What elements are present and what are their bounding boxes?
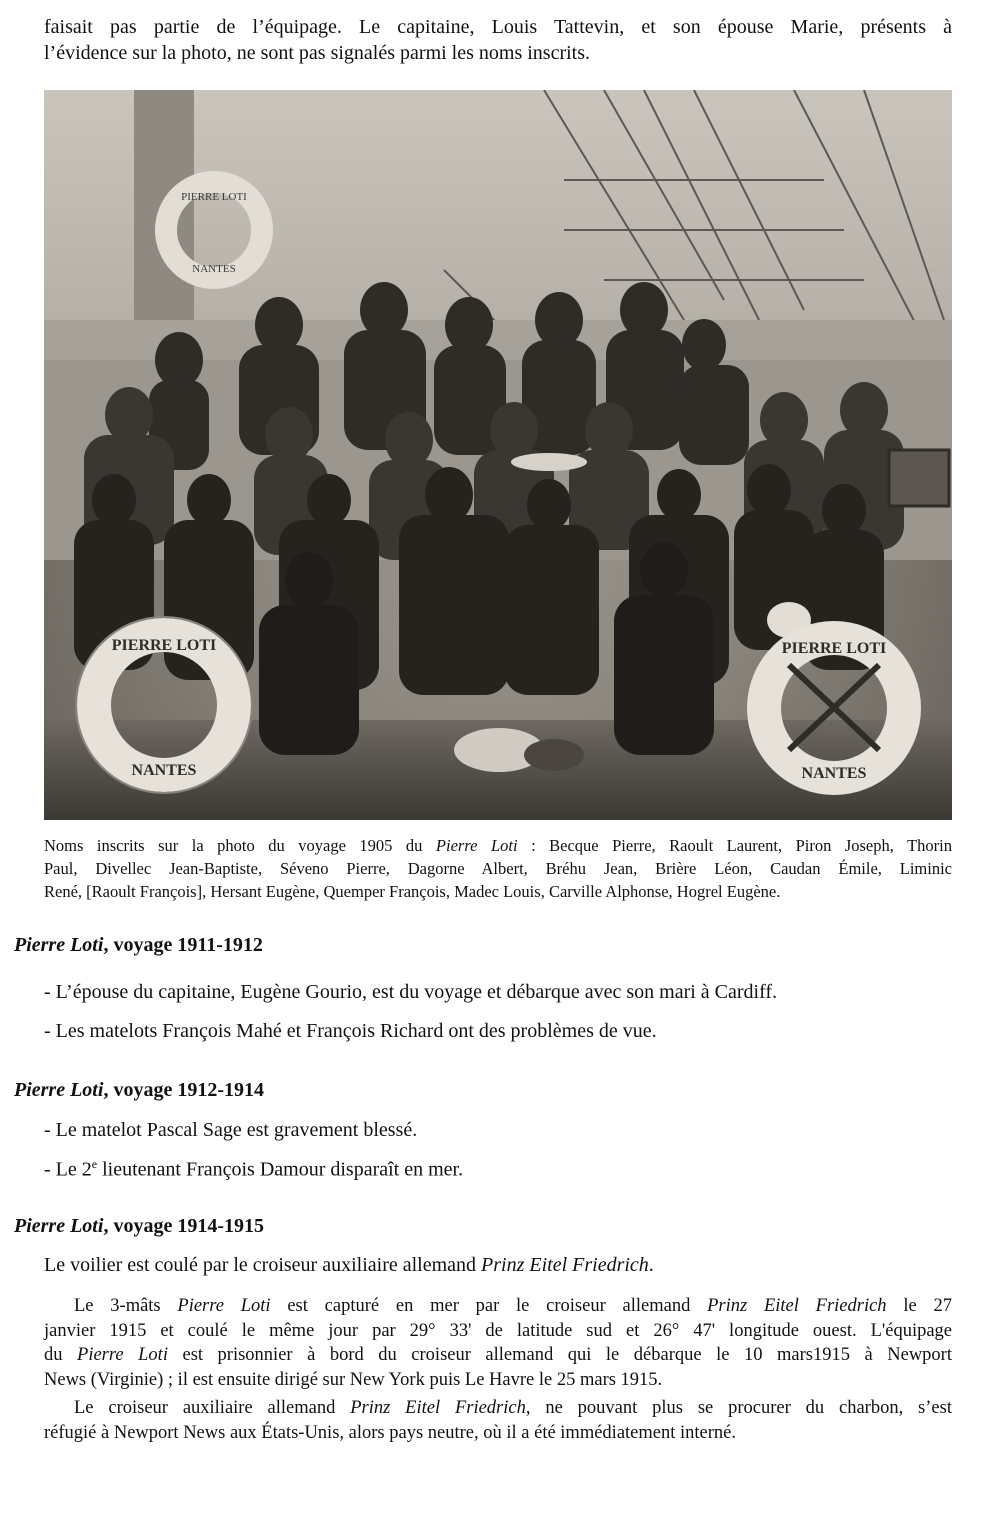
lifebuoy-front-left bbox=[76, 617, 252, 793]
bullet-1912-2-sup: e bbox=[91, 1157, 98, 1171]
para2-ship: Prinz Eitel Friedrich bbox=[350, 1398, 526, 1418]
lifebuoy-back-top-text: PIERRE LOTI bbox=[181, 191, 247, 203]
bullet-1911-1: - L’épouse du capitaine, Eugène Gourio, est du voyage et débarque avec son mari à Cardiff. bbox=[44, 981, 778, 1003]
section-1912-title: , voyage 1912-1914 bbox=[103, 1079, 264, 1101]
para2-a1: Le croiseur auxiliaire allemand bbox=[74, 1398, 351, 1418]
crew-photograph bbox=[44, 90, 952, 820]
lead-pre: Le voilier est coulé par le croiseur auxiliaire allemand bbox=[44, 1254, 482, 1276]
section-1911-title: , voyage 1911-1912 bbox=[103, 934, 263, 956]
second-bird bbox=[524, 739, 584, 771]
intro-paragraph bbox=[44, 14, 952, 66]
crew-photo-illustration bbox=[44, 90, 952, 820]
para2-a2: , ne pouvant plus se procurer du charbon, s’est bbox=[525, 1398, 952, 1418]
para1-line-4: News (Virginie) ; il est ensuite dirigé sur New York puis Le Havre le 25 mars 1915. bbox=[44, 1369, 663, 1390]
caption-prefix: Noms inscrits sur la photo du voyage 1905 du bbox=[44, 836, 436, 855]
section-heading-1912 bbox=[14, 1079, 264, 1102]
section-1914-title: , voyage 1914-1915 bbox=[103, 1215, 264, 1237]
bullet-1912-2-post: lieutenant François Damour disparaît en mer. bbox=[97, 1158, 464, 1181]
photo-caption bbox=[44, 834, 952, 903]
woman-hat bbox=[511, 453, 587, 471]
para1-c-ship: Pierre Loti bbox=[77, 1345, 168, 1365]
lifebuoy-left-bottom-text: NANTES bbox=[131, 762, 197, 779]
caption-names-1: : Becque Pierre, Raoult Laurent, Piron Joseph, Thorin bbox=[517, 836, 952, 855]
para1-c2: est prisonnier à bord du croiseur allemand qui le débarque le 10 mars1915 à Newport bbox=[167, 1345, 952, 1365]
section-heading-1911 bbox=[14, 934, 263, 957]
section-heading-1914 bbox=[14, 1215, 264, 1238]
intro-line-1: faisait pas partie de l’équipage. Le capitaine, Louis Tattevin, et son épouse Marie, présents à bbox=[44, 16, 952, 38]
bullet-1912-2-pre: - Le 2 bbox=[44, 1158, 92, 1181]
para1-line-1 bbox=[44, 1294, 952, 1319]
para1-line-2: janvier 1915 et coulé le même jour par 29° 33' de latitude sud et 26° 47' longitude ouest. L'équipage bbox=[44, 1320, 952, 1341]
lifebuoy-right-bottom-text: NANTES bbox=[801, 765, 867, 782]
section-1912-ship: Pierre Loti bbox=[14, 1079, 104, 1101]
para1-a1: Le 3-mâts bbox=[74, 1296, 178, 1316]
section-1911-ship: Pierre Loti bbox=[14, 934, 104, 956]
bullet-1912-2 bbox=[44, 1157, 463, 1182]
para1-line-3 bbox=[44, 1343, 952, 1368]
paragraph-internment bbox=[44, 1396, 952, 1445]
caption-line-3: René, [Raoult François], Hersant Eugène, Quemper François, Madec Louis, Carville Alphonse, Hogrel Eugène. bbox=[44, 882, 781, 901]
para2-line-1 bbox=[44, 1396, 952, 1421]
section-1914-lead bbox=[44, 1254, 654, 1277]
lead-ship: Prinz Eitel Friedrich bbox=[481, 1254, 649, 1276]
lead-post: . bbox=[648, 1254, 654, 1276]
section-1914-ship: Pierre Loti bbox=[14, 1215, 104, 1237]
caption-ship-name: Pierre Loti bbox=[435, 836, 518, 855]
intro-line-2: l’évidence sur la photo, ne sont pas signalés parmi les noms inscrits. bbox=[44, 42, 591, 64]
para1-ship: Pierre Loti bbox=[177, 1296, 271, 1316]
para1-c1: du bbox=[44, 1345, 78, 1365]
caption-line-2: Paul, Divellec Jean-Baptiste, Séveno Pierre, Dagorne Albert, Bréhu Jean, Brière Léon, Caudan Émile, Liminic bbox=[44, 859, 952, 878]
bullet-1911-2: - Les matelots François Mahé et François Richard ont des problèmes de vue. bbox=[44, 1020, 657, 1042]
paragraph-capture bbox=[44, 1294, 952, 1392]
lifebuoy-left-top-text: PIERRE LOTI bbox=[111, 637, 217, 654]
ship-painting bbox=[889, 450, 949, 506]
lifebuoy-back-bottom-text: NANTES bbox=[192, 263, 236, 275]
lifebuoy-right-top-text: PIERRE LOTI bbox=[781, 640, 887, 657]
caption-line-1 bbox=[44, 834, 952, 857]
bullet-1912-1: - Le matelot Pascal Sage est gravement blessé. bbox=[44, 1119, 418, 1141]
para1-a2: est capturé en mer par le croiseur allemand bbox=[270, 1296, 708, 1316]
para2-line-2: réfugié à Newport News aux États-Unis, alors pays neutre, où il a été immédiatement interné. bbox=[44, 1422, 736, 1443]
para1-ship2: Prinz Eitel Friedrich bbox=[707, 1296, 887, 1316]
para1-a3: le 27 bbox=[886, 1296, 952, 1316]
